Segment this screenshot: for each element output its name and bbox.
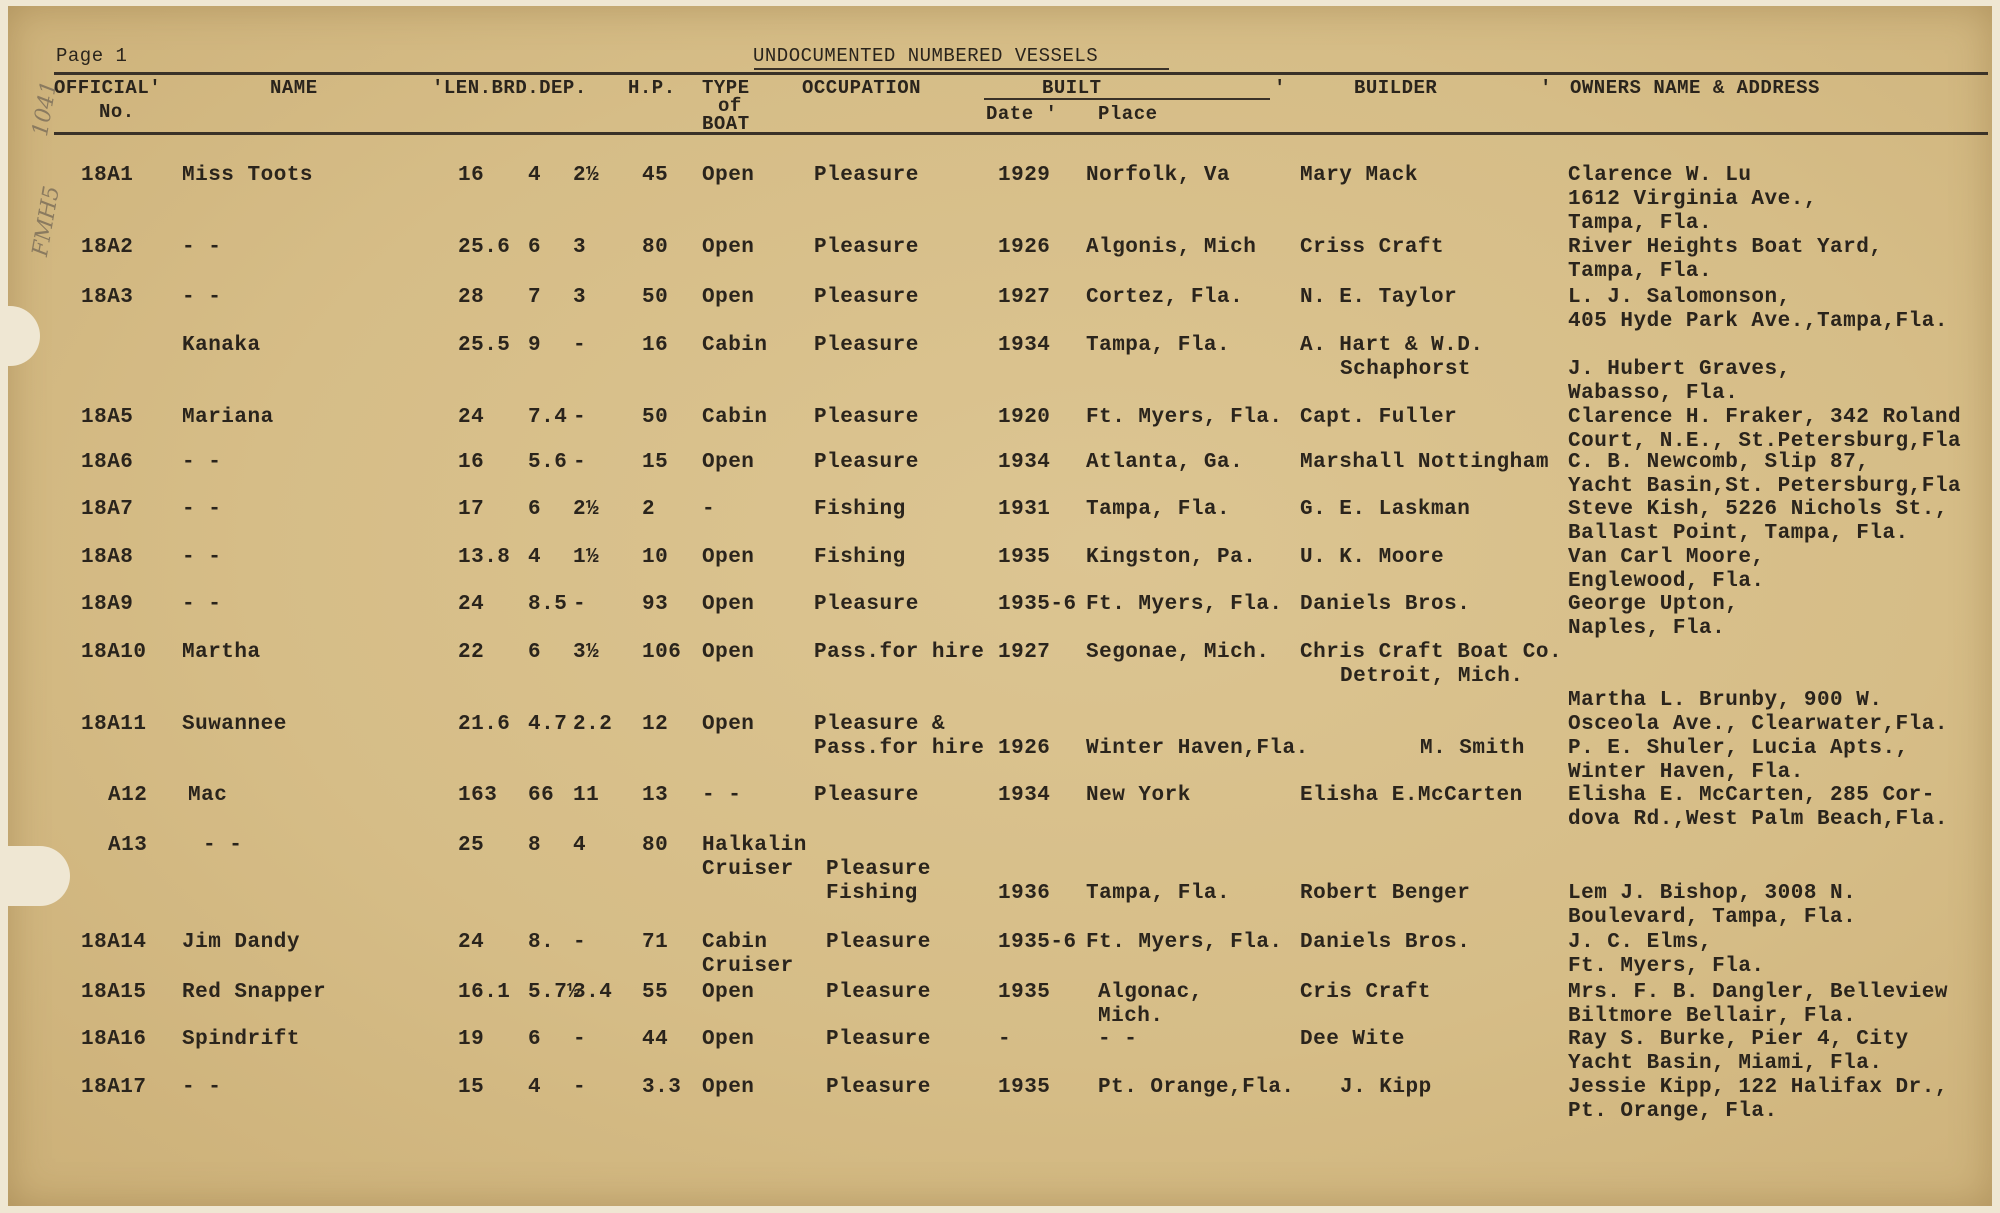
cell-hp: 106 — [642, 641, 682, 664]
cell-built-place: Pt. Orange,Fla. — [1098, 1076, 1295, 1099]
cell-depth: 2.2 — [573, 713, 613, 736]
header-bottom-rule — [54, 132, 1988, 135]
cell-breadth: 66 — [528, 784, 555, 807]
cell-owner: Lem J. Bishop, 3008 N. — [1568, 882, 1857, 905]
col-built-date: Date ' — [986, 103, 1058, 125]
cell-name: - - — [182, 593, 222, 616]
cell-builder-line2: Schaphorst — [1340, 358, 1472, 381]
cell-built-date: 1927 — [998, 641, 1051, 664]
cell-built-place-line2: Mich. — [1098, 1005, 1164, 1028]
torn-edge — [0, 846, 70, 906]
cell-occupation: Pleasure — [826, 1028, 931, 1051]
cell-length: 19 — [458, 1028, 485, 1051]
col-type-2: of — [718, 95, 742, 117]
cell-hp: 45 — [642, 164, 669, 187]
cell-owner-line2: Court, N.E., St.Petersburg,Fla — [1568, 430, 1962, 453]
cell-occupation: Pleasure — [826, 931, 931, 954]
cell-occupation-line2: Pass.for hire — [814, 737, 985, 760]
cell-built-date: 1934 — [998, 784, 1051, 807]
cell-type-line2: Cruiser — [702, 858, 794, 881]
cell-owner: Martha L. Brunby, 900 W. — [1568, 689, 1883, 712]
cell-name: Kanaka — [182, 334, 261, 357]
cell-hp: 15 — [642, 451, 669, 474]
cell-type: Open — [702, 593, 755, 616]
cell-length: 24 — [458, 593, 485, 616]
cell-built-date: 1926 — [998, 737, 1051, 760]
col-occupation: OCCUPATION — [802, 77, 922, 99]
cell-builder-line2: Detroit, Mich. — [1340, 665, 1524, 688]
cell-depth: 4 — [573, 834, 587, 857]
cell-builder: G. E. Laskman — [1300, 498, 1471, 521]
cell-occupation: Pleasure — [814, 286, 919, 309]
cell-built-date: 1926 — [998, 236, 1051, 259]
cell-breadth: 8.5 — [528, 593, 568, 616]
cell-type: - - — [702, 784, 742, 807]
col-builder: BUILDER — [1354, 77, 1438, 99]
cell-owner: George Upton, — [1568, 593, 1739, 616]
cell-owner-line2: Tampa, Fla. — [1568, 260, 1713, 283]
cell-owner-line2: Ballast Point, Tampa, Fla. — [1568, 522, 1909, 545]
cell-length: 16 — [458, 451, 485, 474]
cell-length: 16 — [458, 164, 485, 187]
cell-built-date: 1931 — [998, 498, 1051, 521]
cell-depth: - — [573, 593, 587, 616]
cell-depth: 3.4 — [573, 981, 613, 1004]
cell-length: 163 — [458, 784, 498, 807]
cell-length: 15 — [458, 1076, 485, 1099]
cell-builder: Criss Craft — [1300, 236, 1445, 259]
cell-length: 22 — [458, 641, 485, 664]
cell-built-date: 1935-6 — [998, 931, 1077, 954]
cell-depth: - — [573, 451, 587, 474]
cell-type: Open — [702, 641, 755, 664]
cell-built-date: - — [998, 1028, 1012, 1051]
cell-name: - - — [182, 236, 222, 259]
col-owner: OWNERS NAME & ADDRESS — [1570, 77, 1820, 99]
col-type-3: BOAT — [702, 113, 750, 135]
cell-official-no: 18A16 — [81, 1028, 147, 1051]
cell-name: Spindrift — [182, 1028, 300, 1051]
cell-breadth: 5.6 — [528, 451, 568, 474]
cell-builder: U. K. Moore — [1300, 546, 1445, 569]
cell-owner-line2: Ft. Myers, Fla. — [1568, 955, 1765, 978]
cell-length: 24 — [458, 931, 485, 954]
cell-breadth: 6 — [528, 1028, 542, 1051]
cell-occupation: Pleasure — [826, 858, 931, 881]
cell-owner-line3: Tampa, Fla. — [1568, 212, 1713, 235]
cell-built-date: 1936 — [998, 882, 1051, 905]
cell-name: - - — [182, 1076, 222, 1099]
cell-official-no: 18A11 — [81, 713, 147, 736]
cell-hp: 80 — [642, 834, 669, 857]
cell-type: Open — [702, 981, 755, 1004]
document-title: UNDOCUMENTED NUMBERED VESSELS — [753, 45, 1099, 67]
cell-type: Open — [702, 546, 755, 569]
cell-breadth: 6 — [528, 498, 542, 521]
cell-builder: Capt. Fuller — [1300, 406, 1458, 429]
cell-built-place: Tampa, Fla. — [1086, 882, 1231, 905]
cell-built-place: Winter Haven,Fla. — [1086, 737, 1309, 760]
cell-built-date: 1935-6 — [998, 593, 1077, 616]
cell-built-place: Cortez, Fla. — [1086, 286, 1244, 309]
cell-occupation: Pleasure — [814, 593, 919, 616]
cell-hp: 50 — [642, 286, 669, 309]
cell-built-place: Norfolk, Va — [1086, 164, 1231, 187]
cell-occupation: Fishing — [814, 546, 906, 569]
cell-breadth: 9 — [528, 334, 542, 357]
margin-note: 1041 — [28, 78, 63, 139]
cell-depth: - — [573, 1076, 587, 1099]
cell-occupation: Pleasure — [814, 451, 919, 474]
cell-builder: Mary Mack — [1300, 164, 1418, 187]
cell-breadth: 4 — [528, 546, 542, 569]
cell-breadth: 4 — [528, 1076, 542, 1099]
cell-hp: 80 — [642, 236, 669, 259]
cell-owner-line2: dova Rd.,West Palm Beach,Fla. — [1568, 808, 1948, 831]
cell-breadth: 7 — [528, 286, 542, 309]
cell-hp: 2 — [642, 498, 656, 521]
cell-owner-line2: 405 Hyde Park Ave.,Tampa,Fla. — [1568, 310, 1948, 333]
cell-builder: Chris Craft Boat Co. — [1300, 641, 1563, 664]
cell-type: Open — [702, 1028, 755, 1051]
cell-built-place: - - — [1098, 1028, 1138, 1051]
cell-official-no: 18A8 — [81, 546, 134, 569]
cell-owner: C. B. Newcomb, Slip 87, — [1568, 451, 1870, 474]
cell-owner-line2: Boulevard, Tampa, Fla. — [1568, 906, 1857, 929]
cell-built-place: Ft. Myers, Fla. — [1086, 406, 1283, 429]
cell-built-date: 1935 — [998, 546, 1051, 569]
cell-builder: Daniels Bros. — [1300, 931, 1471, 954]
cell-built-date: 1935 — [998, 1076, 1051, 1099]
cell-type: Open — [702, 713, 755, 736]
col-hp: H.P. — [628, 77, 676, 99]
cell-builder: Marshall Nottingham — [1300, 451, 1549, 474]
cell-hp: 13 — [642, 784, 669, 807]
cell-owner: J. C. Elms, — [1568, 931, 1713, 954]
cell-name: Jim Dandy — [182, 931, 300, 954]
cell-depth: - — [573, 406, 587, 429]
cell-length: 28 — [458, 286, 485, 309]
cell-breadth: 4 — [528, 164, 542, 187]
cell-type-line2: Cruiser — [702, 955, 794, 978]
cell-official-no: 18A15 — [81, 981, 147, 1004]
cell-official-no: 18A14 — [81, 931, 147, 954]
cell-type: Open — [702, 164, 755, 187]
cell-built-place: Atlanta, Ga. — [1086, 451, 1244, 474]
cell-built-date: 1929 — [998, 164, 1051, 187]
cell-depth: 2½ — [573, 164, 600, 187]
cell-builder: Cris Craft — [1300, 981, 1432, 1004]
cell-length: 16.1 — [458, 981, 511, 1004]
cell-name: Mariana — [182, 406, 274, 429]
col-official-no-2: No. — [99, 101, 135, 123]
cell-name: Red Snapper — [182, 981, 327, 1004]
cell-name: Miss Toots — [182, 164, 314, 187]
cell-owner-line2: Winter Haven, Fla. — [1568, 761, 1804, 784]
cell-type: Halkalin — [702, 834, 807, 857]
header-top-rule — [54, 72, 1988, 75]
cell-length: 25.5 — [458, 334, 511, 357]
cell-occupation-line2: Fishing — [826, 882, 918, 905]
cell-official-no: A13 — [108, 834, 148, 857]
col-name: NAME — [270, 77, 318, 99]
cell-breadth: 4.7 — [528, 713, 568, 736]
cell-built-place: Ft. Myers, Fla. — [1086, 931, 1283, 954]
cell-type: - — [702, 498, 716, 521]
cell-hp: 16 — [642, 334, 669, 357]
cell-owner-line2: Wabasso, Fla. — [1568, 382, 1739, 405]
cell-occupation: Pleasure — [814, 164, 919, 187]
col-built-place: Place — [1098, 103, 1158, 125]
cell-occupation: Pleasure — [814, 236, 919, 259]
cell-depth: 3 — [573, 236, 587, 259]
cell-official-no: 18A6 — [81, 451, 134, 474]
cell-name: Suwannee — [182, 713, 287, 736]
cell-depth: 1½ — [573, 546, 600, 569]
cell-built-place: Algonis, Mich — [1086, 236, 1257, 259]
col-official-no: OFFICIAL' — [54, 77, 162, 99]
cell-hp: 12 — [642, 713, 669, 736]
cell-type: Cabin — [702, 334, 768, 357]
cell-official-no: 18A5 — [81, 406, 134, 429]
cell-official-no: 18A7 — [81, 498, 134, 521]
cell-type: Open — [702, 286, 755, 309]
document-page — [8, 6, 1992, 1206]
cell-built-date: 1935 — [998, 981, 1051, 1004]
cell-owner-line2: Osceola Ave., Clearwater,Fla. — [1568, 713, 1948, 736]
page-label: Page 1 — [56, 45, 128, 67]
cell-breadth: 7.4 — [528, 406, 568, 429]
cell-depth: - — [573, 931, 587, 954]
cell-occupation: Pass.for hire — [814, 641, 985, 664]
cell-name: Mac — [188, 784, 228, 807]
cell-owner: Van Carl Moore, — [1568, 546, 1765, 569]
cell-builder: A. Hart & W.D. — [1300, 334, 1484, 357]
cell-owner-line2: Yacht Basin, Miami, Fla. — [1568, 1052, 1883, 1075]
cell-owner: Clarence W. Lu — [1568, 164, 1752, 187]
cell-owner: Clarence H. Fraker, 342 Roland — [1568, 406, 1962, 429]
cell-built-place: Algonac, — [1098, 981, 1203, 1004]
cell-official-no: A12 — [108, 784, 148, 807]
cell-builder: Elisha E.McCarten — [1300, 784, 1523, 807]
cell-owner: Jessie Kipp, 122 Halifax Dr., — [1568, 1076, 1948, 1099]
cell-builder: Robert Benger — [1300, 882, 1471, 905]
cell-built-date: 1927 — [998, 286, 1051, 309]
title-underline — [754, 68, 1169, 70]
cell-owner-line2: Naples, Fla. — [1568, 617, 1726, 640]
cell-hp: 71 — [642, 931, 669, 954]
cell-builder: Daniels Bros. — [1300, 593, 1471, 616]
cell-owner: P. E. Shuler, Lucia Apts., — [1568, 737, 1909, 760]
cell-owner: Elisha E. McCarten, 285 Cor- — [1568, 784, 1935, 807]
cell-official-no: 18A17 — [81, 1076, 147, 1099]
cell-type: Open — [702, 1076, 755, 1099]
torn-edge — [0, 306, 40, 366]
cell-length: 21.6 — [458, 713, 511, 736]
cell-name: - - — [182, 498, 222, 521]
cell-type: Open — [702, 451, 755, 474]
cell-breadth: 6 — [528, 236, 542, 259]
cell-depth: - — [573, 334, 587, 357]
cell-type: Cabin — [702, 406, 768, 429]
cell-length: 25 — [458, 834, 485, 857]
cell-name: - - — [182, 286, 222, 309]
cell-built-date: 1920 — [998, 406, 1051, 429]
cell-depth: 2½ — [573, 498, 600, 521]
cell-occupation: Fishing — [814, 498, 906, 521]
cell-breadth: 6 — [528, 641, 542, 664]
cell-length: 13.8 — [458, 546, 511, 569]
cell-owner: Mrs. F. B. Dangler, Belleview — [1568, 981, 1948, 1004]
col-type: TYPE — [702, 77, 750, 99]
cell-built-place: Kingston, Pa. — [1086, 546, 1257, 569]
cell-length: 24 — [458, 406, 485, 429]
cell-depth: 11 — [573, 784, 600, 807]
cell-owner: Ray S. Burke, Pier 4, City — [1568, 1028, 1909, 1051]
cell-built-place: Tampa, Fla. — [1086, 498, 1231, 521]
col-built: BUILT — [1042, 77, 1102, 99]
cell-breadth: 5.7½ — [528, 981, 581, 1004]
cell-name: - - — [182, 451, 222, 474]
cell-hp: 55 — [642, 981, 669, 1004]
cell-hp: 44 — [642, 1028, 669, 1051]
cell-occupation: Pleasure — [814, 784, 919, 807]
cell-hp: 3.3 — [642, 1076, 682, 1099]
cell-breadth: 8 — [528, 834, 542, 857]
cell-official-no: 18A3 — [81, 286, 134, 309]
cell-type: Open — [702, 236, 755, 259]
cell-built-place: Tampa, Fla. — [1086, 334, 1231, 357]
cell-built-place: Ft. Myers, Fla. — [1086, 593, 1283, 616]
cell-builder: J. Kipp — [1340, 1076, 1432, 1099]
cell-built-place: Segonae, Mich. — [1086, 641, 1270, 664]
cell-owner-line2: Yacht Basin,St. Petersburg,Fla — [1568, 475, 1962, 498]
cell-owner: River Heights Boat Yard, — [1568, 236, 1883, 259]
cell-hp: 93 — [642, 593, 669, 616]
cell-official-no: 18A2 — [81, 236, 134, 259]
cell-builder: Dee Wite — [1300, 1028, 1405, 1051]
cell-occupation: Pleasure — [814, 406, 919, 429]
cell-official-no: 18A1 — [81, 164, 134, 187]
cell-owner-line2: Pt. Orange, Fla. — [1568, 1100, 1778, 1123]
cell-official-no: 18A9 — [81, 593, 134, 616]
cell-length: 17 — [458, 498, 485, 521]
col-dimensions: 'LEN.BRD.DEP. — [432, 77, 587, 99]
cell-occupation: Pleasure — [826, 981, 931, 1004]
cell-owner-line2: Englewood, Fla. — [1568, 570, 1765, 593]
cell-built-place: New York — [1086, 784, 1191, 807]
cell-owner-line2: 1612 Virginia Ave., — [1568, 188, 1817, 211]
cell-name: - - — [182, 546, 222, 569]
cell-hp: 10 — [642, 546, 669, 569]
cell-name: Martha — [182, 641, 261, 664]
cell-official-no: 18A10 — [81, 641, 147, 664]
cell-owner: L. J. Salomonson, — [1568, 286, 1791, 309]
col-built-tick: ' — [1274, 77, 1286, 99]
cell-built-date: 1934 — [998, 334, 1051, 357]
cell-occupation: Pleasure & — [814, 713, 946, 736]
cell-hp: 50 — [642, 406, 669, 429]
cell-length: 25.6 — [458, 236, 511, 259]
col-owner-tick: ' — [1540, 77, 1552, 99]
cell-built-date: 1934 — [998, 451, 1051, 474]
cell-owner-line2: Biltmore Bellair, Fla. — [1568, 1005, 1857, 1028]
cell-depth: - — [573, 1028, 587, 1051]
cell-occupation: Pleasure — [826, 1076, 931, 1099]
cell-type: Cabin — [702, 931, 768, 954]
cell-owner: J. Hubert Graves, — [1568, 358, 1791, 381]
cell-builder: N. E. Taylor — [1300, 286, 1458, 309]
cell-breadth: 8. — [528, 931, 555, 954]
cell-occupation: Pleasure — [814, 334, 919, 357]
cell-depth: 3 — [573, 286, 587, 309]
cell-owner: Steve Kish, 5226 Nichols St., — [1568, 498, 1948, 521]
cell-name: - - — [203, 834, 243, 857]
margin-note: FMH5 — [28, 184, 65, 259]
built-underline — [984, 98, 1270, 100]
cell-depth: 3½ — [573, 641, 600, 664]
cell-builder: M. Smith — [1420, 737, 1525, 760]
